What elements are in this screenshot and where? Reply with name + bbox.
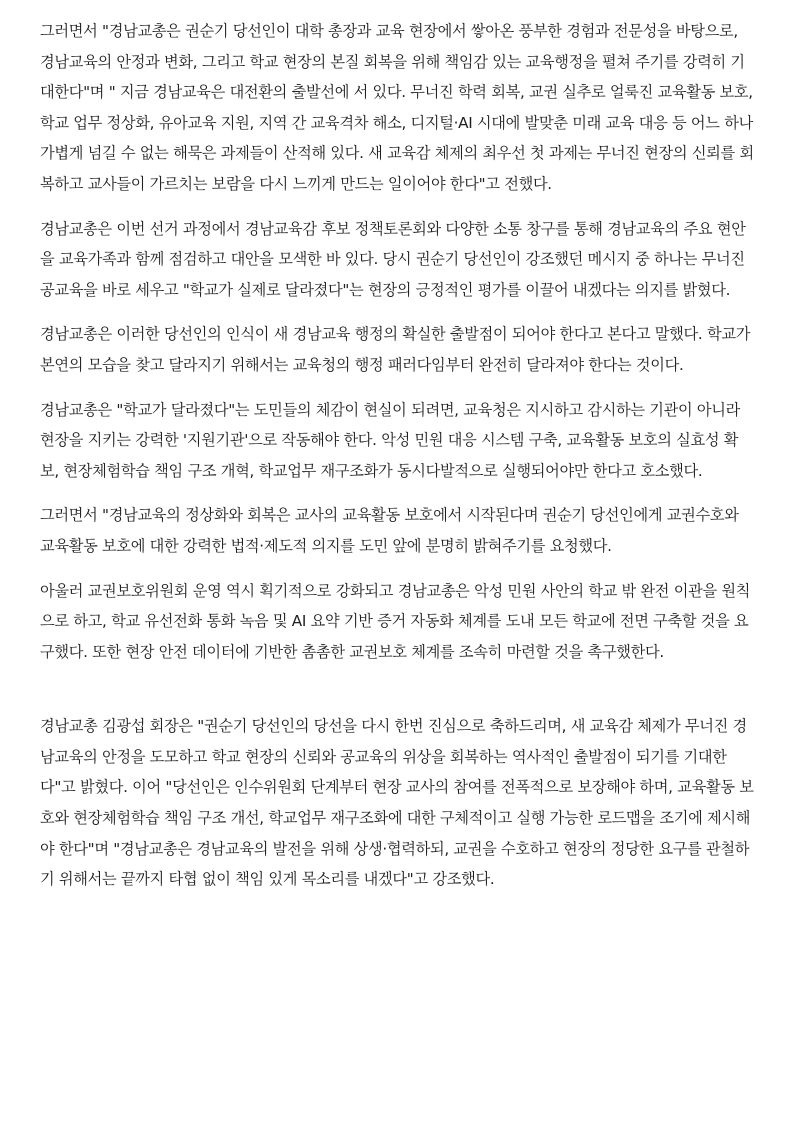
paragraph-2: 경남교총은 이번 선거 과정에서 경남교육감 후보 정책토론회와 다양한 소통 창구를 통해 경남교육의 주요 현안을 교육가족과 함께 점검하고 대안을 모색한 바 있다. 당시 권순기 당선인이 강조했던 메시지 중 하나는 무너진 공교육을 바로 세우고 "학교가 실제로 달라졌다"는 현장의 긍정적인 평가를 이끌어 내겠다는 의지를 밝혔다.	[40, 219, 746, 299]
article-body	[40, 16, 756, 909]
paragraph-1: 그러면서 "경남교총은 권순기 당선인이 대학 총장과 교육 현장에서 쌓아온 풍부한 경험과 전문성을 바탕으로, 경남교육의 안정과 변화, 그리고 학교 현장의 본질 회복을 위해 책임감 있는 교육행정을 펼쳐 주기를 강력히 기대한다"며 " 지금 경남교육은 대전환의 출발선에 서 있다. 무너진 학력 회복, 교권 실추로 얼룩진 교육활동 보호, 학교 업무 정상화, 유아교육 지원, 지역 간 교육격차 해소, 디지털·AI 시대에 발맞춘 미래 교육 대응 등 어느 하나 가볍게 넘길 수 없는 해묵은 과제들이 산적해 있다. 새 교육감 체제의 최우선 첫 과제는 무너진 현장의 신뢰를 회복하고 교사들이 가르치는 보람을 다시 느끼게 만드는 일이어야 한다"고 전했다.	[40, 22, 754, 193]
paragraph-6: 아울러 교권보호위원회 운영 역시 획기적으로 강화되고 경남교총은 악성 민원 사안의 학교 밖 완전 이관을 원칙으로 하고, 학교 유선전화 통화 녹음 및 AI 요약 기반 증거 자동화 체계를 도내 모든 학교에 전면 구축할 것을 요구했다. 또한 현장 안전 데이터에 기반한 촘촘한 교권보호 체계를 조속히 마련할 것을 촉구했한다.	[40, 581, 751, 661]
paragraph-3: 경남교총은 이러한 당선인의 인식이 새 경남교육 행정의 확실한 출발점이 되어야 한다고 본다고 말했다. 학교가 본연의 모습을 찾고 달라지기 위해서는 교육청의 행정 패러다임부터 완전히 달라져야 한다는 것이다.	[40, 325, 751, 374]
paragraph-7: 경남교총 김광섭 회장은 "권순기 당선인의 당선을 다시 한번 진심으로 축하드리며, 새 교육감 체제가 무너진 경남교육의 안정을 도모하고 학교 현장의 신뢰와 공교육의 위상을 회복하는 역사적인 출발점이 되기를 기대한다"고 밝혔다. 이어 "당선인은 인수위원회 단계부터 현장 교사의 참여를 전폭적으로 보장해야 하며, 교육활동 보호와 현장체험학습 책임 구조 개선, 학교업무 재구조화에 대한 구체적이고 실행 가능한 로드맵을 조기에 제시해야 한다"며 "경남교총은 경남교육의 발전을 위해 상생·협력하되, 교권을 수호하고 현장의 정당한 요구를 관철하기 위해서는 끝까지 타협 없이 책임 있게 목소리를 내겠다"고 강조했다.	[40, 717, 754, 889]
paragraph-5: 그러면서 "경남교육의 정상화와 회복은 교사의 교육활동 보호에서 시작된다며 권순기 당선인에게 교권수호와 교육활동 보호에 대한 강력한 법적·제도적 의지를 도민 앞에 분명히 밝혀주기를 요청했다.	[40, 506, 739, 555]
paragraph-4: 경남교총은 "학교가 달라졌다"는 도민들의 체감이 현실이 되려면, 교육청은 지시하고 감시하는 기관이 아니라 현장을 지키는 강력한 '지원기관'으로 작동해야 한다. 악성 민원 대응 시스템 구축, 교육활동 보호의 실효성 확보, 현장체험학습 책임 구조 개혁, 학교업무 재구조화가 동시다발적으로 실행되어야만 한다고 호소했다.	[40, 400, 741, 480]
